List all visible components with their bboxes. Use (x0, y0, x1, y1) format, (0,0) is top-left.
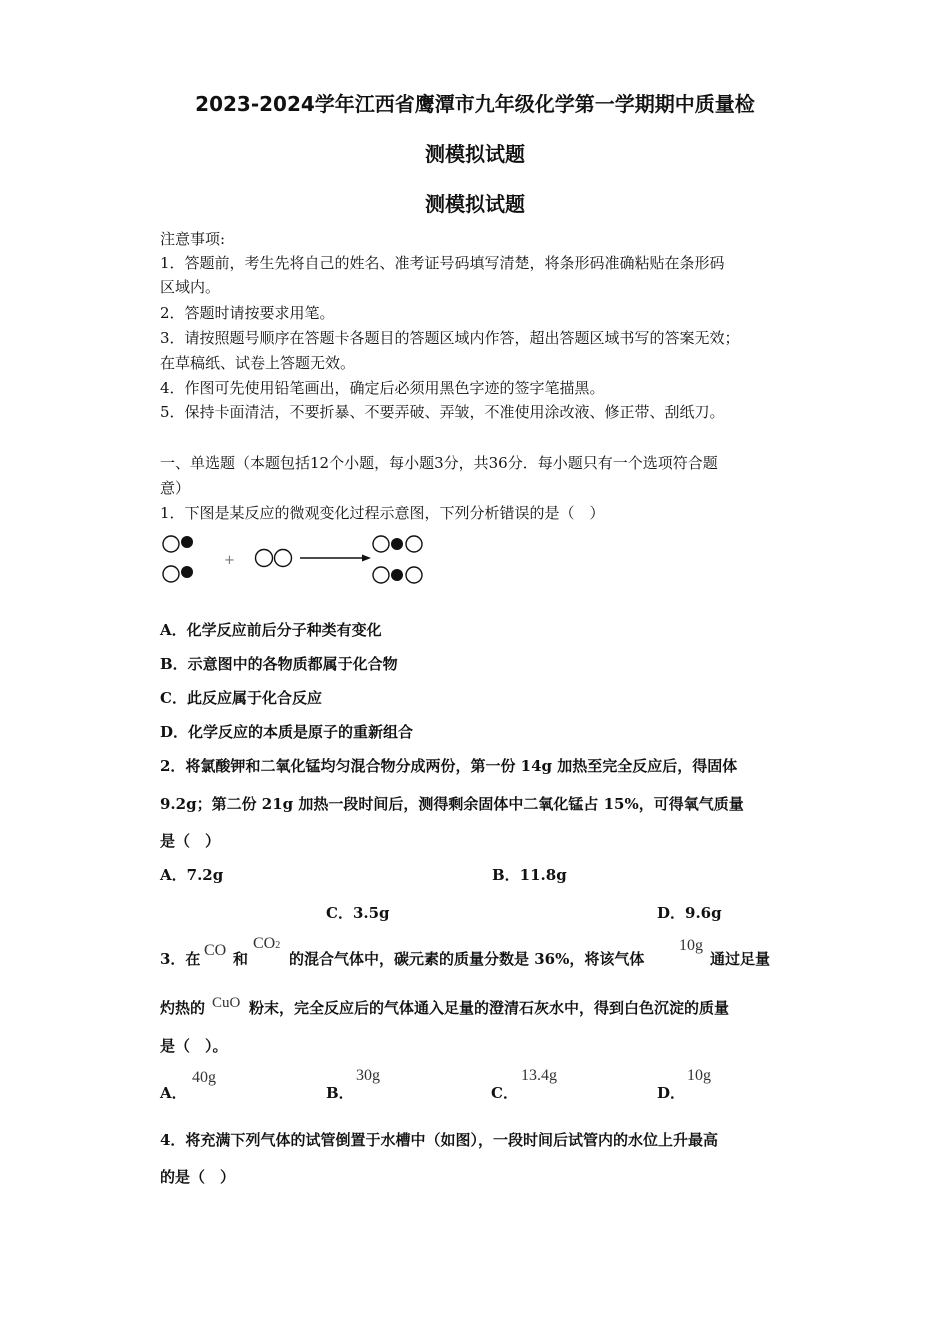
question-2-line1: 2．将氯酸钾和二氧化锰均匀混合物分成两份，第一份 14g 加热至完全反应后，得固体 (160, 757, 738, 775)
option-b-label: B． (326, 1084, 354, 1102)
question-3-text: 的混合气体中，碳元素的质量分数是 36%，将该气体 (289, 950, 645, 968)
option-c-value: 13.4g (521, 1067, 557, 1084)
question-4-line2: 的是（ ） (160, 1168, 236, 1186)
formula-co2: CO2 (253, 935, 281, 952)
option-d-value: 10g (687, 1067, 711, 1084)
option-b: B．示意图中的各物质都属于化合物 (160, 655, 398, 673)
question-2-line2: 9.2g；第二份 21g 加热一段时间后，测得剩余固体中二氧化锰占 15%，可得氧气质量 (160, 795, 744, 813)
notice-item: 4．作图可先使用铅笔画出，确定后必须用黑色字迹的签字笔描黑。 (160, 379, 605, 397)
question-1-stem: 1．下图是某反应的微观变化过程示意图，下列分析错误的是（ ） (160, 504, 605, 522)
question-2-line3: 是（ ） (160, 832, 221, 850)
option-a: A．化学反应前后分子种类有变化 (160, 621, 382, 639)
notice-item: 区域内。 (160, 278, 221, 296)
question-3-text: 粉末，完全反应后的气体通入足量的澄清石灰水中，得到白色沉淀的质量 (249, 999, 730, 1017)
section-heading-cont: 意） (160, 479, 191, 497)
question-3-text: 通过足量 (710, 950, 771, 968)
notice-item: 5．保持卡面清洁，不要折暴、不要弄破、弄皱，不准使用涂改液、修正带、刮纸刀。 (160, 403, 725, 421)
formula-co: CO (204, 942, 227, 959)
option-a-value: 40g (192, 1069, 216, 1086)
plus-sign: + (224, 553, 235, 568)
notice-item: 2．答题时请按要求用笔。 (160, 304, 335, 322)
option-d: D．9.6g (657, 904, 722, 922)
formula-mass: 10g (679, 937, 703, 954)
section-heading: 一、单选题（本题包括12个小题，每小题3分，共36分．每小题只有一个选项符合题 (160, 454, 718, 472)
question-3-prefix: 3．在 (160, 950, 201, 968)
option-b: B．11.8g (492, 866, 567, 884)
question-3-text: 灼热的 (160, 999, 206, 1017)
option-c: C．此反应属于化合反应 (160, 689, 322, 707)
notice-heading: 注意事项: (160, 230, 226, 248)
question-3-text: 和 (233, 950, 249, 968)
option-d: D．化学反应的本质是原子的重新组合 (160, 723, 414, 741)
exam-title-line1: 2023-2024学年江西省鹰潭市九年级化学第一学期期中质量检 (195, 92, 755, 116)
option-a-label: A． (160, 1084, 187, 1102)
option-c: C．3.5g (326, 904, 390, 922)
option-c-label: C． (491, 1084, 518, 1102)
option-d-label: D． (657, 1084, 686, 1102)
option-a: A．7.2g (160, 866, 224, 884)
exam-title-line2: 测模拟试题 (425, 142, 525, 166)
exam-title-line3: 测模拟试题 (425, 192, 525, 216)
reaction-diagram (158, 530, 433, 590)
formula-cuo: CuO (212, 995, 241, 1011)
notice-item: 在草稿纸、试卷上答题无效。 (160, 354, 356, 372)
question-3-line3: 是（ ）。 (160, 1037, 228, 1055)
notice-item: 1．答题前，考生先将自己的姓名、准考证号码填写清楚，将条形码准确粘贴在条形码 (160, 254, 725, 272)
question-4-line1: 4．将充满下列气体的试管倒置于水槽中（如图），一段时间后试管内的水位上升最高 (160, 1131, 718, 1149)
notice-item: 3．请按照题号顺序在答题卡各题目的答题区域内作答，超出答题区域书写的答案无效； (160, 329, 740, 347)
option-b-value: 30g (356, 1067, 380, 1084)
